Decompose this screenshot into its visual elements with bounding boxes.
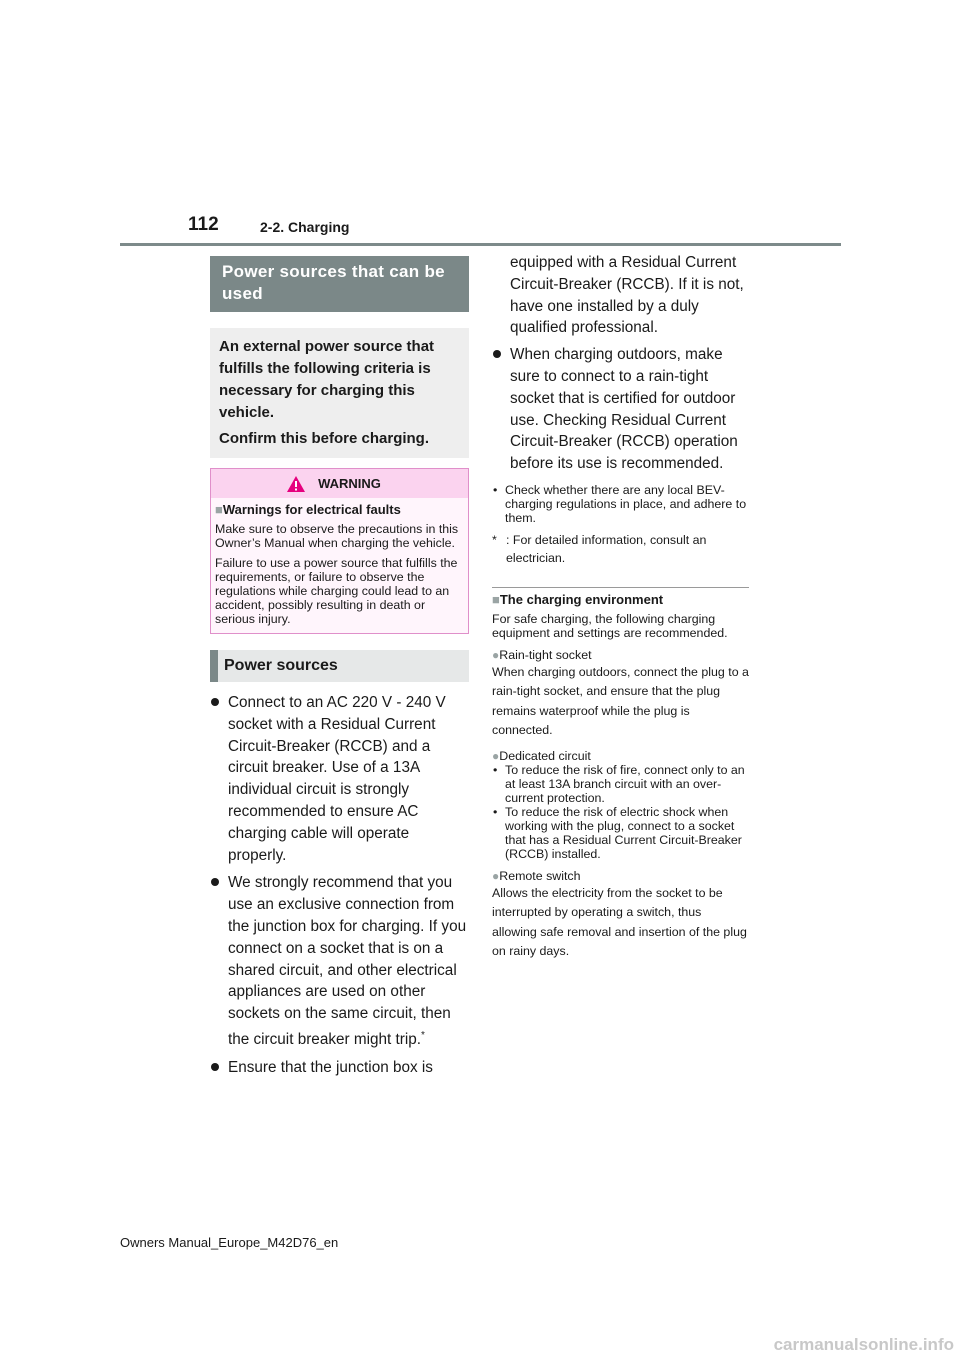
intro-box [210, 328, 469, 458]
warning-triangle-icon [286, 475, 306, 493]
subsection-heading-power-sources [210, 650, 469, 682]
bullet-exclusive-connection: We strongly recommend that you use an exclusive connection from the junction box for charging. If you connect on a socket that is on a shared circuit, and other electrical appliances are used on other sockets on the same circuit, then the circuit breaker might trip.* [210, 872, 469, 1050]
item-dedicated-bullet-2: • To reduce the risk of electric shock when working with the plug, connect to a socket that has a Residual Current Circuit-Breaker (RCCB) installed. [492, 805, 749, 861]
divider [492, 587, 749, 588]
env-title: ■The charging environment [492, 591, 664, 607]
subsection-heading-text: Power sources [224, 657, 338, 674]
right-column [492, 252, 749, 962]
item-dedicated-bullet-1: • To reduce the risk of fire, connect only to an at least 13A branch circuit with an over-current protection. [492, 763, 749, 805]
section-title: 2-2. Charging [260, 219, 350, 235]
bullet-junction-box: Ensure that the junction box is [210, 1057, 469, 1079]
intro-text: An external power source that fulfills the following criteria is necessary for charging this vehicle. [219, 338, 435, 421]
circle-bullet-icon: ● [492, 748, 500, 763]
section-heading-power-sources-usable: Power sources that can be used [210, 256, 469, 312]
warning-title: ■Warnings for electrical faults [215, 502, 401, 517]
warning-box [210, 468, 469, 634]
header-rule [120, 243, 841, 246]
item-rain-tight-socket: ●Rain-tight socket [492, 647, 592, 662]
page-number: 112 [188, 214, 219, 235]
env-intro: For safe charging, the following charging equipment and settings are recommended. [492, 611, 728, 640]
circle-bullet-icon: ● [492, 868, 500, 883]
warning-body [211, 498, 468, 633]
bullet-junction-box-continued: equipped with a Residual Current Circuit-Breaker (RCCB). If it is not, have one installed by a duly qualified professional. [510, 254, 744, 337]
left-column [210, 256, 469, 1079]
item-remote-switch: ●Remote switch [492, 868, 581, 883]
warning-paragraph-2: Failure to use a power source that fulfills the requirements, or failure to observe the regulations while charging could lead to an accident, possibly resulting in death or serious injury. [215, 556, 458, 626]
square-bullet-icon: ■ [492, 591, 500, 607]
item-rain-tight-body: When charging outdoors, connect the plug to a rain-tight socket, and ensure that the plug remains waterproof while the plug is connected. [492, 664, 749, 738]
circle-bullet-icon: ● [492, 647, 500, 662]
heading-bar [210, 650, 218, 682]
item-dedicated-circuit: ●Dedicated circuit [492, 748, 591, 763]
footnote: * : For detailed information, consult an electrician. [492, 532, 707, 565]
bullet-outdoor-charging: When charging outdoors, make sure to connect to a rain-tight socket that is certified for outdoor use. Checking Residual Current Circuit-Breaker (RCCB) operation before its use is recommended. [492, 344, 749, 475]
warning-label: WARNING [318, 476, 381, 491]
square-bullet-icon: ■ [215, 502, 223, 517]
item-remote-switch-body: Allows the electricity from the socket to be interrupted by operating a switch, thus allowing safe removal and insertion of the plug on rainy days. [492, 885, 747, 959]
footer-manual-id: Owners Manual_Europe_M42D76_en [120, 1235, 339, 1250]
bullet-ac-socket: Connect to an AC 220 V - 240 V socket with a Residual Current Circuit-Breaker (RCCB) and a circuit breaker. Use of a 13A individual circuit is strongly recommended to ensure AC charging cable will operate properly. [210, 692, 469, 866]
warning-header [211, 469, 468, 498]
warning-paragraph-1: Make sure to observe the precautions in this Owner’s Manual when charging the vehicle. [215, 522, 459, 550]
confirm-text: Confirm this before charging. [219, 430, 430, 447]
footnote-mark: * [492, 532, 497, 547]
watermark: carmanualsonline.info [773, 1335, 954, 1354]
note-local-regulations: • Check whether there are any local BEV-charging regulations in place, and adhere to them. [492, 483, 749, 525]
